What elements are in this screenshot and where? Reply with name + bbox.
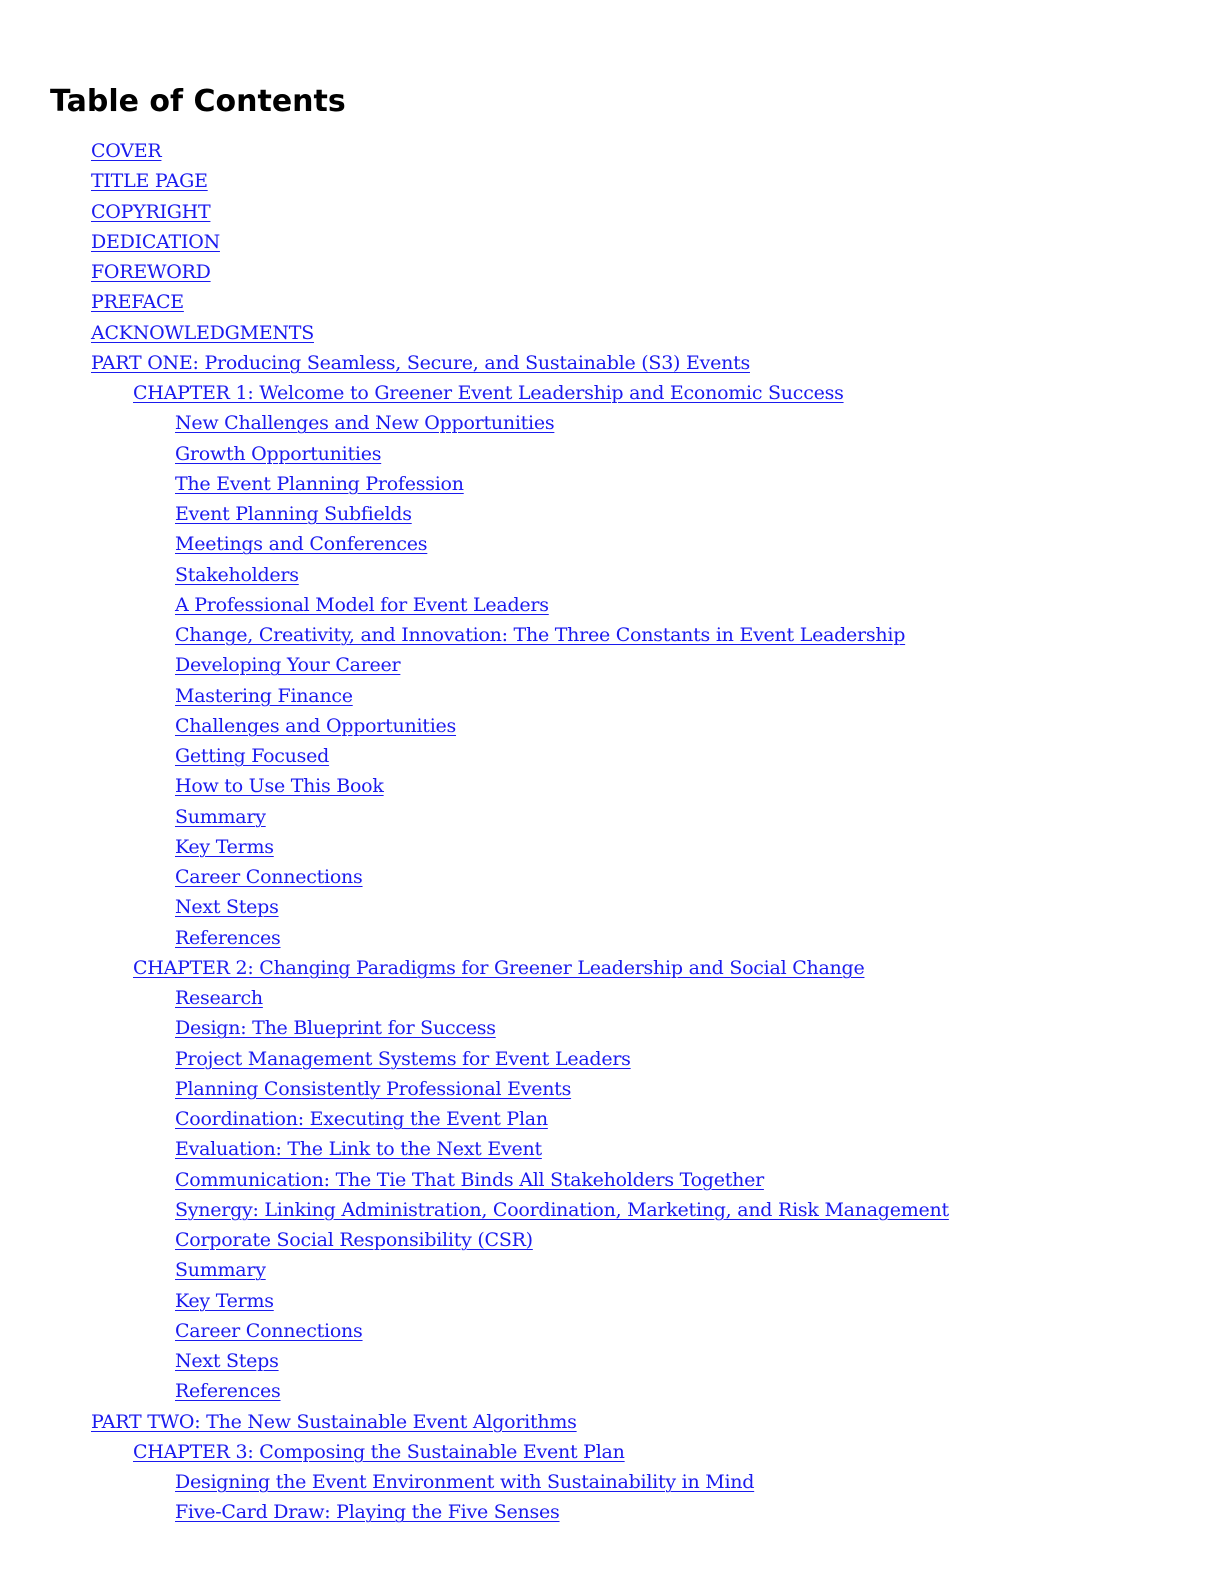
toc-link[interactable]: New Challenges and New Opportunities [175, 412, 555, 435]
toc-entry [0, 529, 949, 559]
toc-link[interactable]: Event Planning Subfields [175, 503, 412, 525]
toc-entry [0, 802, 949, 832]
toc-entry [0, 287, 949, 317]
toc-link[interactable]: CHAPTER 2: Changing Paradigms for Greener Leadership and Social Change [133, 956, 865, 979]
toc-entry [0, 832, 949, 862]
toc-entry [0, 408, 949, 438]
toc-entry [0, 166, 949, 196]
toc-link[interactable]: Challenges and Opportunities [175, 714, 457, 737]
toc-link[interactable]: Corporate Social Responsibility (CSR) [175, 1229, 533, 1251]
toc-link[interactable]: Key Terms [175, 835, 274, 858]
toc-link[interactable]: Designing the Event Environment with Sustainability in Mind [175, 1471, 755, 1493]
toc-entry [0, 197, 949, 227]
toc-link[interactable]: References [175, 926, 281, 949]
toc-link[interactable]: PREFACE [91, 291, 184, 314]
toc-entry [0, 923, 949, 953]
toc-entry [0, 620, 949, 650]
toc-entry [0, 348, 949, 378]
toc-link[interactable]: ACKNOWLEDGMENTS [91, 321, 314, 344]
toc-entry [0, 1104, 949, 1134]
toc-entry [0, 1316, 949, 1346]
toc-entry [0, 1376, 949, 1406]
toc-entry [0, 1225, 949, 1255]
toc-entry [0, 711, 949, 741]
toc-entry [0, 1346, 949, 1376]
toc-link[interactable]: Next Steps [175, 1350, 279, 1372]
toc-link[interactable]: Project Management Systems for Event Leaders [175, 1047, 631, 1070]
toc-link[interactable]: Five-Card Draw: Playing the Five Senses [175, 1501, 560, 1524]
toc-entry [0, 560, 949, 590]
toc-link[interactable]: Planning Consistently Professional Events [175, 1077, 572, 1100]
toc-link[interactable]: FOREWORD [91, 261, 211, 283]
toc-entry [0, 892, 949, 922]
toc-link[interactable]: Next Steps [175, 896, 279, 919]
toc-entry [0, 650, 949, 680]
toc-entry [0, 469, 949, 499]
toc-entry [0, 771, 949, 801]
toc-entry [0, 1255, 949, 1285]
toc-entry [0, 1044, 949, 1074]
toc-entry [0, 1134, 949, 1164]
toc-link[interactable]: Synergy: Linking Administration, Coordination, Marketing, and Risk Management [175, 1198, 949, 1221]
toc-link[interactable]: Summary [175, 1259, 266, 1282]
toc-entry [0, 1467, 949, 1497]
toc-entry [0, 318, 949, 348]
toc-link[interactable]: PART TWO: The New Sustainable Event Algorithms [91, 1410, 577, 1433]
toc-link[interactable]: Getting Focused [175, 745, 330, 767]
toc-entry [0, 257, 949, 287]
toc-link[interactable]: How to Use This Book [175, 775, 384, 798]
toc-link[interactable]: CHAPTER 1: Welcome to Greener Event Leadership and Economic Success [133, 382, 844, 404]
toc-link[interactable]: Coordination: Executing the Event Plan [175, 1108, 548, 1130]
toc-entry [0, 1286, 949, 1316]
toc-entry [0, 590, 949, 620]
toc-link[interactable]: Growth Opportunities [175, 442, 382, 465]
toc-link[interactable]: PART ONE: Producing Seamless, Secure, and Sustainable (S3) Events [91, 351, 750, 374]
toc-link[interactable]: CHAPTER 3: Composing the Sustainable Event Plan [133, 1440, 625, 1463]
toc-entry [0, 227, 949, 257]
toc-link[interactable]: Design: The Blueprint for Success [175, 1017, 496, 1040]
toc-link[interactable]: References [175, 1380, 281, 1403]
toc-link[interactable]: Evaluation: The Link to the Next Event [175, 1138, 542, 1161]
toc-link[interactable]: Communication: The Tie That Binds All Stakeholders Together [175, 1168, 764, 1191]
toc-link[interactable]: COVER [91, 140, 162, 162]
toc-link[interactable]: Career Connections [175, 1319, 363, 1342]
toc-entry [0, 499, 949, 529]
toc-link[interactable]: Change, Creativity, and Innovation: The Three Constants in Event Leadership [175, 624, 906, 646]
table-of-contents-list [0, 136, 949, 1528]
toc-entry [0, 1074, 949, 1104]
toc-entry [0, 1013, 949, 1043]
toc-link[interactable]: A Professional Model for Event Leaders [175, 593, 549, 616]
toc-link[interactable]: Stakeholders [175, 563, 299, 586]
toc-entry [0, 1165, 949, 1195]
toc-link[interactable]: Developing Your Career [175, 654, 401, 677]
toc-entry [0, 1437, 949, 1467]
toc-link[interactable]: Summary [175, 805, 266, 828]
toc-link[interactable]: Mastering Finance [175, 684, 353, 707]
toc-link[interactable]: Meetings and Conferences [175, 533, 428, 556]
toc-entry [0, 1497, 949, 1527]
toc-entry [0, 741, 949, 771]
toc-link[interactable]: The Event Planning Profession [175, 472, 464, 495]
toc-link[interactable]: TITLE PAGE [91, 170, 208, 193]
toc-entry [0, 953, 949, 983]
toc-link[interactable]: Research [175, 987, 263, 1009]
toc-link[interactable]: COPYRIGHT [91, 200, 211, 223]
toc-entry [0, 378, 949, 408]
toc-entry [0, 1407, 949, 1437]
toc-entry [0, 983, 949, 1013]
toc-entry [0, 1195, 949, 1225]
page-title: Table of Contents [50, 84, 346, 119]
toc-link[interactable]: DEDICATION [91, 230, 220, 253]
toc-entry [0, 439, 949, 469]
toc-link[interactable]: Career Connections [175, 866, 363, 888]
toc-entry [0, 862, 949, 892]
toc-link[interactable]: Key Terms [175, 1289, 274, 1312]
toc-entry [0, 136, 949, 166]
toc-entry [0, 681, 949, 711]
